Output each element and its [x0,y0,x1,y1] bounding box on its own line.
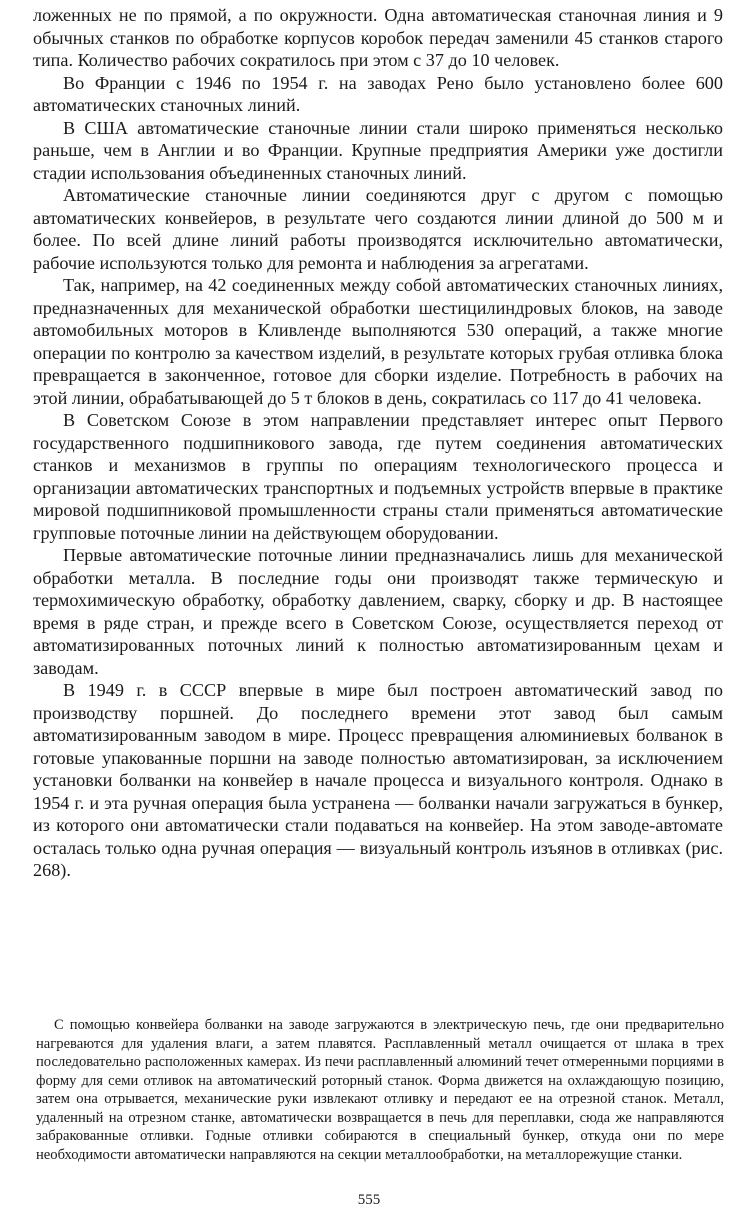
figure-note-text: С помощью конвейера болванки на заводе загружаются в электрическую печь, где они предварительно нагреваются для удаления влаги, а затем плавятся. Расплавленный металл очищается от шлака в трех последовательно расположенных камерах. Из печи расплавленный алюминий течет отмеренными порциями в форму для семи отливок на автоматический роторный станок. Форма движется на охлаждающую позицию, затем она отрывается, механические руки извлекают отливку и передают ее на отрезной станок. Металл, удаленный на отрезном станке, автоматически возвращается в печь для переплавки, сюда же направляются забракованные отливки. Годные отливки собираются в специальный бункер, откуда они по мере необходимости автоматически направляются на секции металлообработки, на металлорежущие станки. [36,1017,724,1163]
page-number: 555 [357,1192,381,1208]
paragraph: Автоматические станочные линии соединяются друг с другом с помощью автоматических конвейеров, в результате чего создаются линии длиной до 500 м и более. По всей длине линий работы производятся исключительно автоматически, рабочие используются только для ремонта и наблюдения за агрегатами. [33,185,723,273]
paragraph: В США автоматические станочные линии стали широко применяться несколько раньше, чем в Англии и во Франции. Крупные предприятия Америки уже достигли стадии использования объединенных станочных линий. [33,117,723,183]
paragraph: В 1949 г. в СССР впервые в мире был построен автоматический завод по производству поршней. До последнего времени этот завод был самым автоматизированным заводом в мире. Процесс превращения алюминиевых болванок в готовые упакованные поршни на заводе полностью автоматизирован, за исключением установки болванки на конвейер в начале процесса и визуального контроля. Однако в 1954 г. и эта ручная операция была устранена — болванки начали загружаться в бункер, из которого они автоматически стали подаваться на конвейер. На этом заводе-автомате осталась только одна ручная операция — визуальный контроль изъянов в отливках (рис. 268). [33,680,723,880]
figure-note [36,1016,724,1164]
paragraph: Так, например, на 42 соединенных между собой автоматических станочных линиях, предназначенных для механической обработки шестицилиндровых блоков, на заводе автомобильных моторов в Кливленде выполняются 530 операций, а также многие операции по контролю за качеством изделий, в результате которых грубая отливка блока превращается в законченное, готовое для сборки изделие. Потребность в рабочих на этой линии, обрабатывающей до 5 т блоков в день, сократилась со 117 до 41 человека. [33,275,723,408]
paragraph: Первые автоматические поточные линии предназначались лишь для механической обработки металла. В последние годы они производят также термическую и термохимическую обработку, обработку давлением, сварку, сборку и др. В настоящее время в ряде стран, и прежде всего в Советском Союзе, осуществляется переход от автоматизированных поточных линий к полностью автоматизированным цехам и заводам. [33,545,723,678]
paragraph: В Советском Союзе в этом направлении представляет интерес опыт Первого государственного подшипникового завода, где путем соединения автоматических станков и механизмов в группы по операциям технологического процесса и организации автоматических транспортных и подъемных устройств впервые в практике мировой подшипниковой промышленности страны стали применяться автоматические групповые поточные линии на действующем оборудовании. [33,410,723,543]
main-text [33,4,723,882]
paragraph: Во Франции с 1946 по 1954 г. на заводах Рено было установлено более 600 автоматических станочных линий. [33,72,723,115]
paragraph: ложенных не по прямой, а по окружности. Одна автоматическая станочная линия и 9 обычных станков по обработке корпусов коробок передач заменили 45 станков старого типа. Количество рабочих сократилось при этом с 37 до 10 человек. [33,5,723,70]
